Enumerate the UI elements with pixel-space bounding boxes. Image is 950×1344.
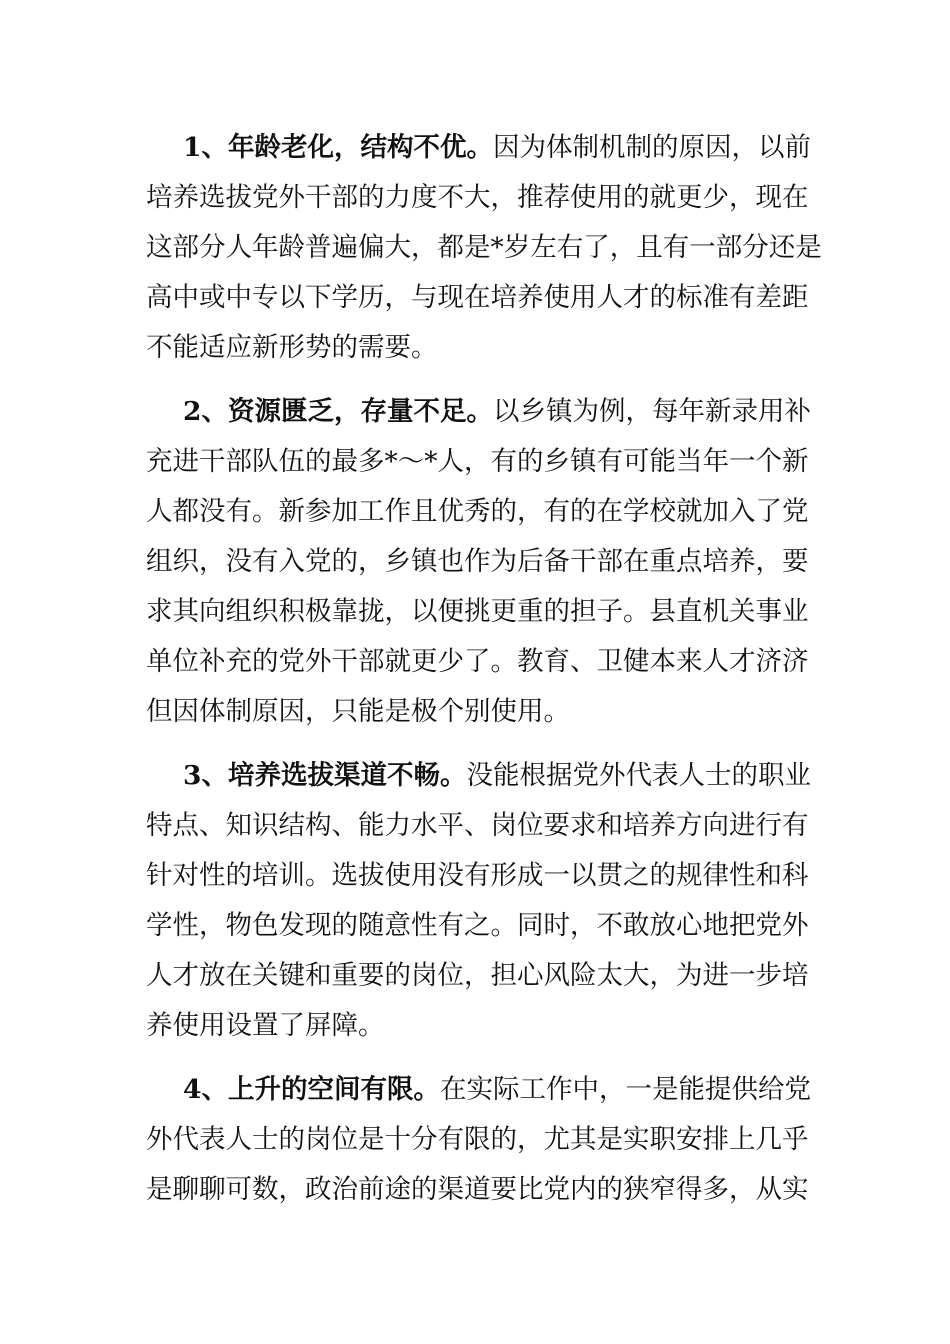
paragraph-2-line-6: 单位补充的党外干部就更少了。教育、卫健本来人才济济 <box>146 646 809 677</box>
paragraph-4-line-3: 是聊聊可数，政治前途的渠道要比党内的狭窄得多，从实 <box>146 1174 809 1205</box>
paragraph-1-line-5: 不能适应新形势的需要。 <box>146 332 438 363</box>
paragraph-2-line-2: 充进干部队伍的最多*～*人，有的乡镇有可能当年一个新 <box>146 446 809 477</box>
paragraph-4-heading: 4、上升的空间有限。 <box>183 1074 440 1105</box>
paragraph-3-line-4: 学性，物色发现的随意性有之。同时，不敢放心地把党外 <box>146 910 809 941</box>
paragraph-2-line-1 <box>183 392 811 432</box>
paragraph-4-text: 在实际工作中，一是能提供给党 <box>439 1074 811 1105</box>
paragraph-2-text: 以乡镇为例，每年新录用补 <box>492 396 811 427</box>
paragraph-3-heading: 3、培养选拔渠道不畅。 <box>183 760 467 791</box>
paragraph-1-line-2: 培养选拔党外干部的力度不大，推荐使用的就更少，现在 <box>146 182 809 213</box>
paragraph-3-line-6: 养使用设置了屏障。 <box>146 1010 385 1041</box>
paragraph-3-line-3: 针对性的培训。选拔使用没有形成一以贯之的规律性和科 <box>146 860 809 891</box>
paragraph-3-text: 没能根据党外代表人士的职业 <box>466 760 811 791</box>
paragraph-2-line-5: 求其向组织积极靠拢，以便挑更重的担子。县直机关事业 <box>146 596 809 627</box>
paragraph-1-text: 因为体制机制的原因，以前 <box>492 132 811 163</box>
paragraph-2-heading: 2、资源匮乏，存量不足。 <box>183 396 493 427</box>
paragraph-1-line-3: 这部分人年龄普遍偏大，都是*岁左右了，且有一部分还是 <box>146 232 822 263</box>
paragraph-4-line-2: 外代表人士的岗位是十分有限的，尤其是实职安排上几乎 <box>146 1124 809 1155</box>
paragraph-3-line-5: 人才放在关键和重要的岗位，担心风险太大，为进一步培 <box>146 960 809 991</box>
paragraph-2-line-4: 组织，没有入党的，乡镇也作为后备干部在重点培养，要 <box>146 546 809 577</box>
paragraph-3-line-1 <box>183 756 811 796</box>
paragraph-3-line-2: 特点、知识结构、能力水平、岗位要求和培养方向进行有 <box>146 810 809 841</box>
paragraph-2-line-7: 但因体制原因，只能是极个别使用。 <box>146 696 570 727</box>
paragraph-1-line-1 <box>183 128 811 168</box>
paragraph-4-line-1 <box>183 1070 811 1110</box>
paragraph-2-line-3: 人都没有。新参加工作且优秀的，有的在学校就加入了党 <box>146 496 809 527</box>
paragraph-1-heading: 1、年龄老化，结构不优。 <box>183 132 493 163</box>
paragraph-1-line-4: 高中或中专以下学历，与现在培养使用人才的标准有差距 <box>146 282 809 313</box>
